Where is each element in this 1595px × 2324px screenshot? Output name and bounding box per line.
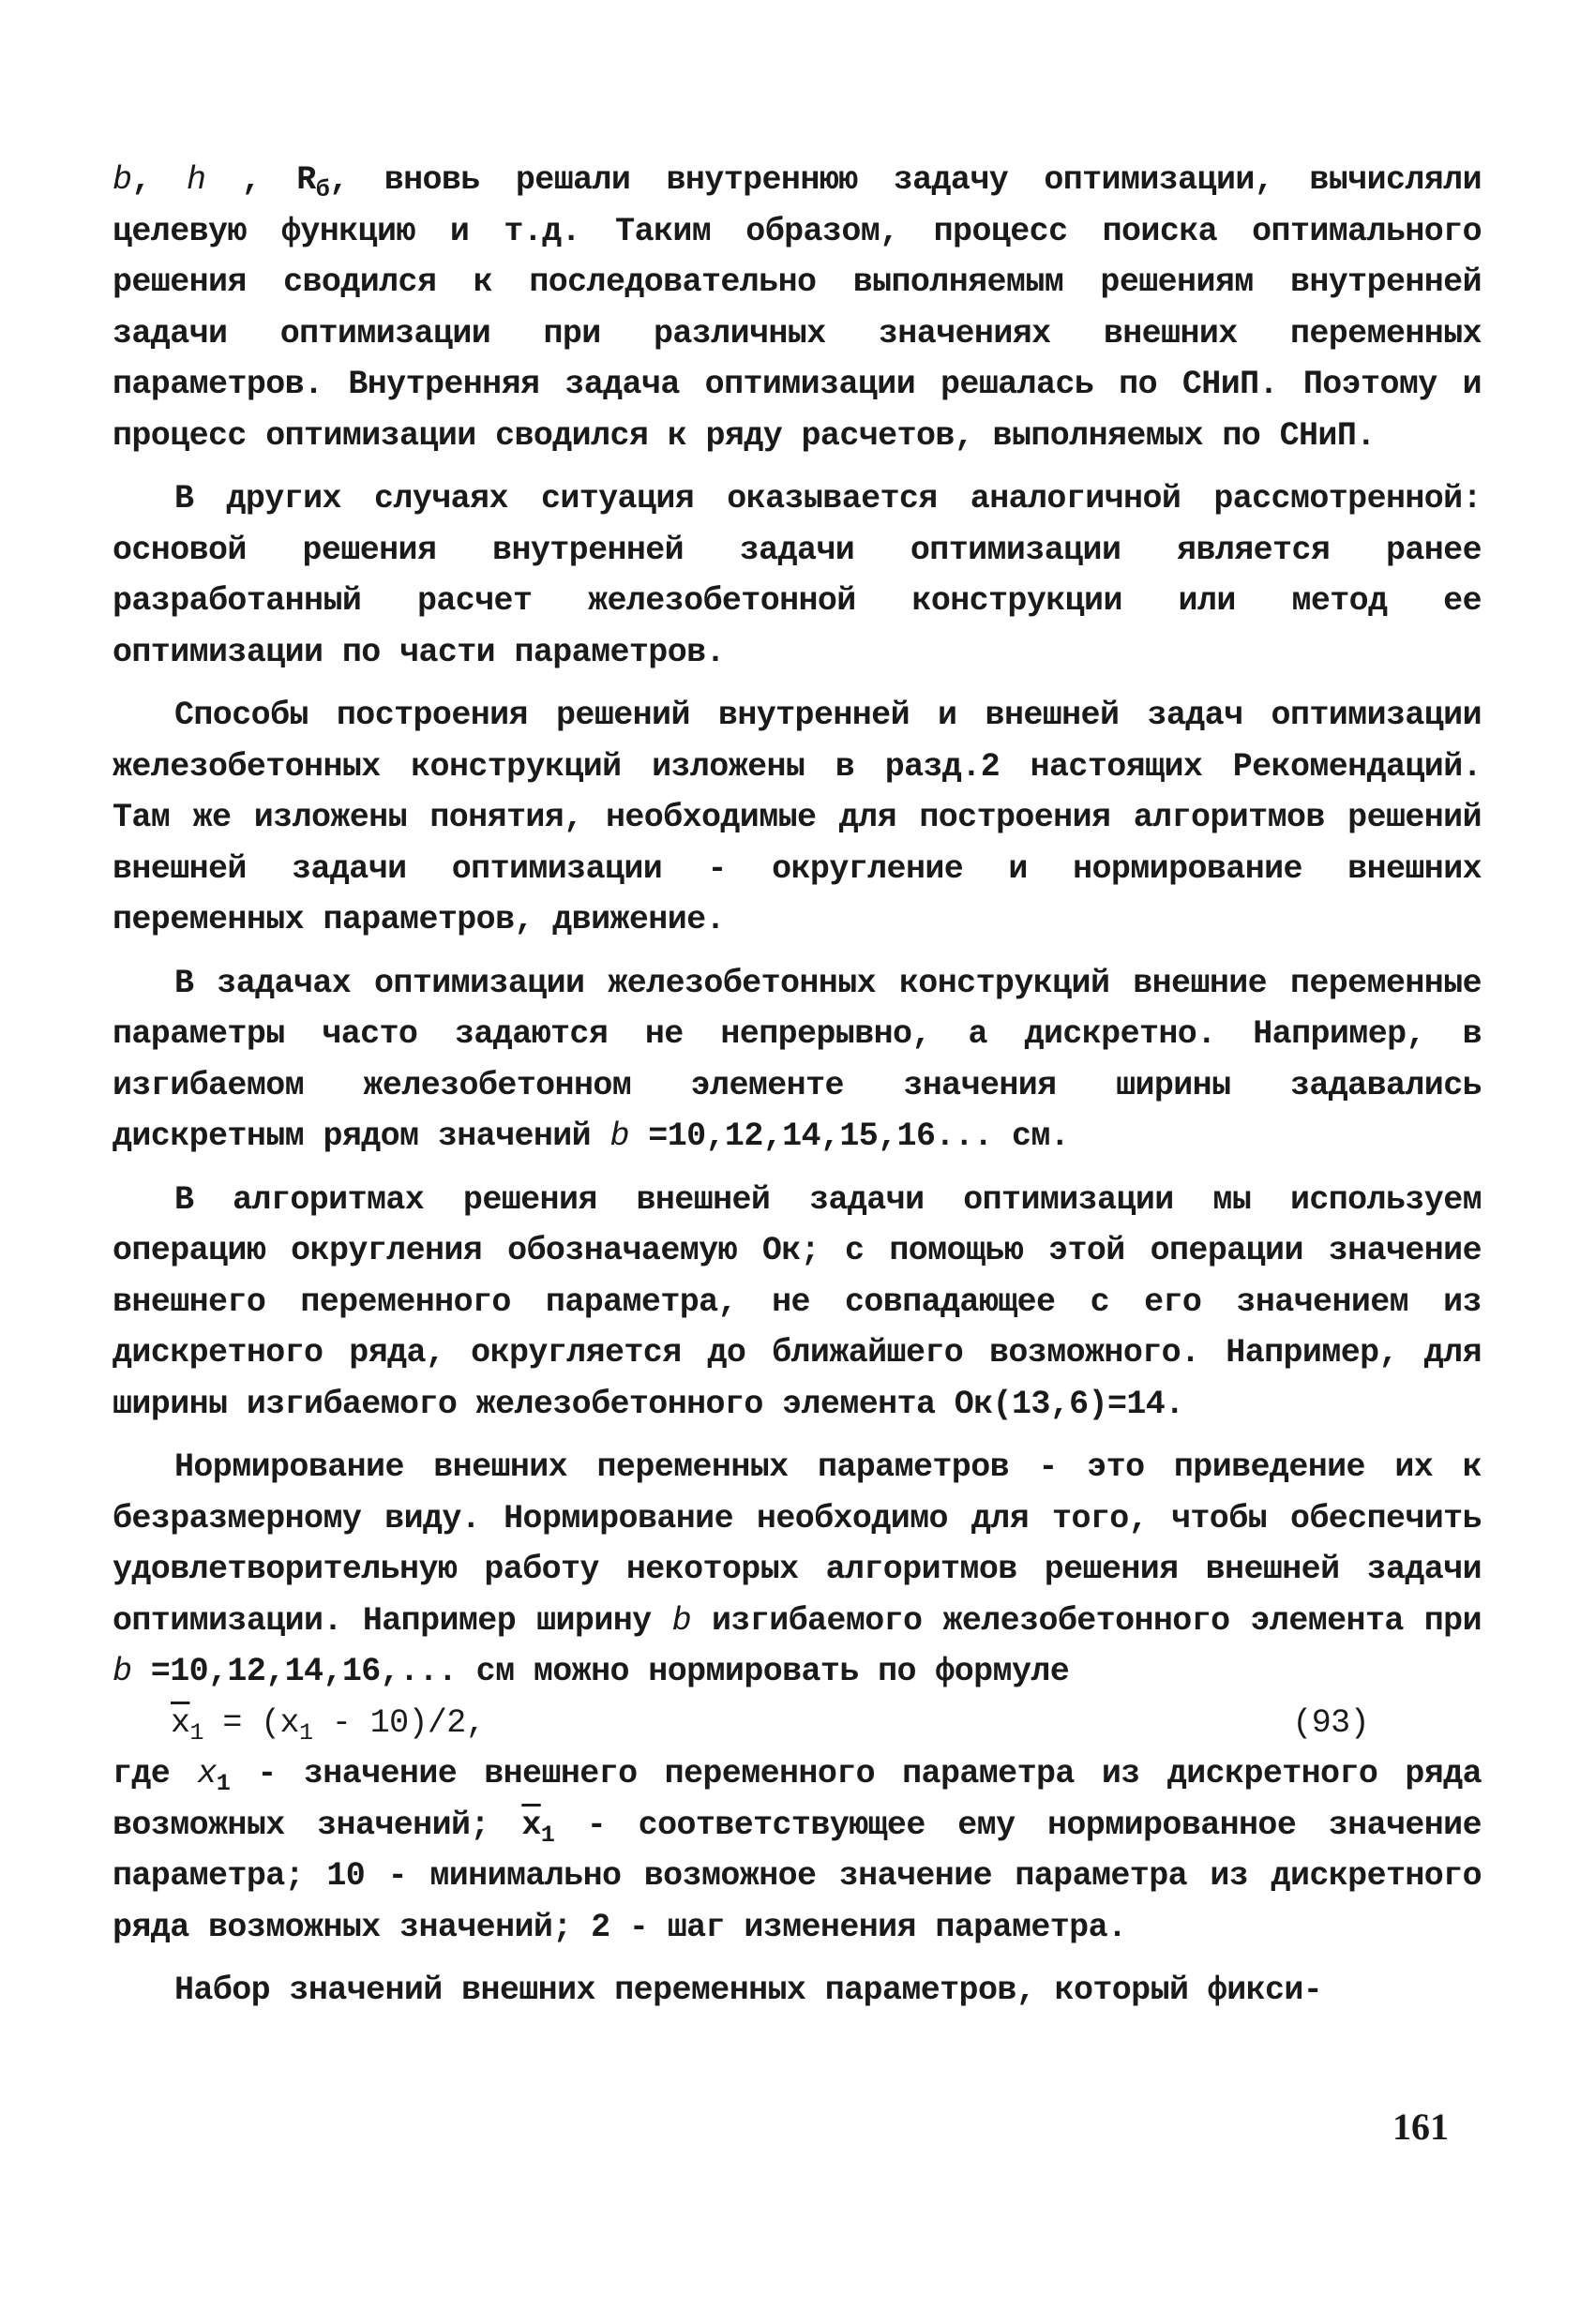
var-h: h	[187, 161, 206, 199]
paragraph-2: В других случаях ситуация оказывается аналогичной рассмотренной: основой решения внутренней задачи оптимизации является ранее разработанный расчет железобетонной конструкции или метод ее оптимизации по части параметров.	[113, 480, 1482, 671]
paragraph-7-text-1: где	[113, 1755, 198, 1792]
paragraph-4	[113, 958, 1482, 1162]
paragraph-4-text-a: В задачах оптимизации железобетонных конструкций внешние переменные параметры часто задаются не непрерывно, а дискретно. Например, в изгибаемом железобетонном элементе значения ширины задавались дискретным рядом значений	[113, 964, 1482, 1155]
paragraph-6-text-c: =10,12,14,16,... см можно нормировать по формуле	[131, 1653, 1070, 1690]
formula-lhs-subscript: 1	[189, 1718, 203, 1747]
var-x-normalized: $\overline{x}$	[521, 1806, 541, 1844]
paragraph-6	[113, 1442, 1482, 1698]
var-x-subscript: 1	[216, 1770, 231, 1798]
var-b: b	[113, 161, 132, 199]
var-b: b	[671, 1601, 691, 1640]
paragraph-7	[113, 1748, 1482, 1953]
formula-rhs-subscript: 1	[298, 1718, 313, 1747]
separator: ,	[131, 161, 187, 199]
equation-number: (93)	[1292, 1703, 1369, 1742]
page-number: 161	[1392, 2106, 1449, 2148]
var-x-normalized-subscript: 1	[540, 1821, 555, 1849]
var-b: b	[609, 1117, 629, 1155]
paragraph-7-text-2: - значение внешнего переменного параметра из дискретного ряда возможных значений;	[113, 1755, 1482, 1844]
page-body	[113, 155, 1482, 2017]
paragraph-8: Набор значений внешних переменных параметров, который фикси-	[174, 1972, 1323, 2009]
paragraph-1-text: , вновь решали внутреннюю задачу оптимизации, вычисляли целевую функцию и т.д. Таким образом, процесс поиска оптимального решения сводился к последовательно выполняемым решениям внутренней задачи оптимизации при различных значениях внешних переменных параметров. Внутренняя задача оптимизации решалась по СНиП. Поэтому и процесс оптимизации сводился к ряду расчетов, выполняемых по СНиП.	[113, 161, 1482, 455]
separator: ,	[205, 161, 297, 199]
var-r-subscript: б	[315, 176, 330, 204]
paragraph-3: Способы построения решений внутренней и внешней задач оптимизации железобетонных конструкций изложены в разд.2 настоящих Рекомендаций. Там же изложены понятия, необходимые для построения алгоритмов решений внешней задачи оптимизации - округление и нормирование внешних переменных параметров, движение.	[113, 697, 1482, 938]
paragraph-6-text-a: Нормирование внешних переменных параметров - это приведение их к безразмерному виду. Нормирование необходимо для того, чтобы обеспечить удовлетворительную работу некоторых алгоритмов решения внешней задачи оптимизации. Например ширину	[113, 1448, 1482, 1640]
var-x: x	[197, 1755, 217, 1792]
formula-expression	[171, 1698, 485, 1749]
paragraph-4-text-b: =10,12,14,15,16... см.	[628, 1117, 1070, 1155]
formula-lhs: $\overline{x}$	[171, 1703, 190, 1742]
formula-rhs: - 10)/2,	[312, 1703, 486, 1742]
var-b: b	[113, 1653, 132, 1690]
var-r: R	[296, 161, 316, 199]
paragraph-1	[113, 155, 1482, 461]
paragraph-5: В алгоритмах решения внешней задачи оптимизации мы используем операцию округления обозначаемую Ок; с помощью этой операции значение внешнего переменного параметра, не совпадающее с его значением из дискретного ряда, округляется до ближайшего возможного. Например, для ширины изгибаемого железобетонного элемента Ок(13,6)=14.	[113, 1180, 1482, 1423]
paragraph-7-text-3: - соответствующее ему нормированное значение параметра; 10 - минимально возможное значение параметра из дискретного ряда возможных значений; 2 - шаг изменения параметра.	[113, 1806, 1482, 1946]
formula-mid: = (x	[203, 1703, 299, 1742]
paragraph-6-text-b: изгибаемого железобетонного элемента при	[690, 1601, 1482, 1640]
formula-93	[113, 1698, 1482, 1749]
